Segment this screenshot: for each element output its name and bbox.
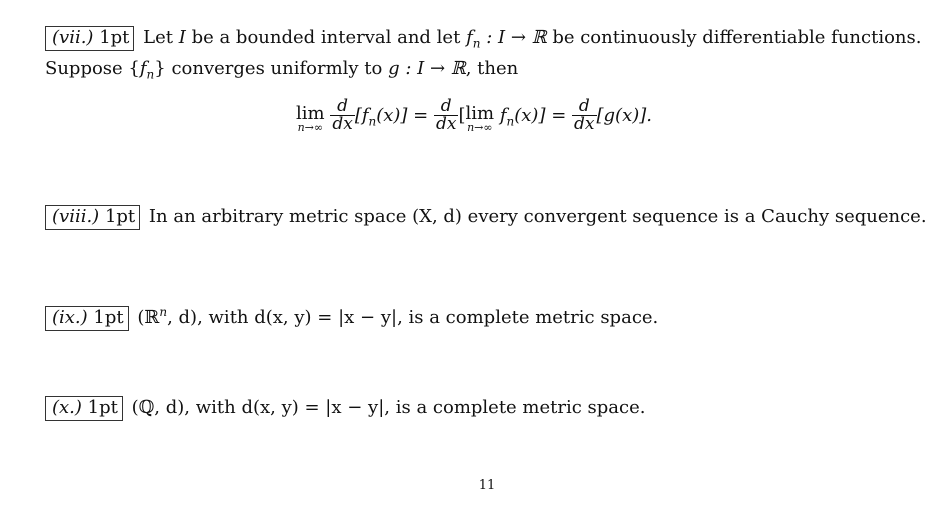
eq-term2-tail: (x)] =	[514, 105, 567, 126]
problem-viii-label-box	[45, 205, 140, 230]
stmt-f: f	[466, 27, 473, 48]
ix-text-a: (ℝ	[137, 307, 160, 328]
page-number: 11	[478, 478, 496, 493]
eq-term2-sub: n	[506, 114, 515, 129]
problem-vii-label-box	[45, 26, 134, 51]
derivative-fraction-1	[330, 95, 354, 134]
problem-vii-points: 1pt	[99, 27, 130, 48]
frac1-num: d	[330, 98, 354, 116]
derivative-fraction-2	[434, 95, 458, 134]
frac3-den: dx	[574, 113, 595, 134]
problem-ix-points: 1pt	[93, 307, 124, 328]
line2-g: g : I → ℝ	[388, 58, 466, 79]
lim-word: lim	[296, 103, 325, 124]
problem-ix	[45, 301, 658, 331]
line2-c: , then	[465, 58, 519, 79]
derivative-fraction-3	[572, 95, 596, 134]
problem-vii-line2	[45, 58, 518, 86]
problem-vii-text	[143, 27, 922, 51]
frac2-num: d	[434, 98, 458, 116]
stmt-mid: be a bounded interval and let	[191, 27, 461, 48]
eq-term2-open: [	[458, 105, 466, 126]
frac3-num: d	[572, 98, 596, 116]
line2-a: Suppose {	[45, 58, 140, 79]
stmt-f-sub: n	[472, 36, 481, 51]
problem-viii-points: 1pt	[104, 206, 136, 227]
problem-ix-label-box	[45, 306, 129, 331]
eq-term1: [f	[354, 105, 369, 126]
limit-operator	[296, 105, 325, 133]
display-equation	[296, 96, 652, 142]
limit-operator-inner	[466, 105, 495, 133]
problem-ix-text	[137, 307, 658, 328]
stmt-intro: Let	[143, 27, 173, 48]
line2-f-sub: n	[146, 67, 155, 82]
problem-viii	[45, 205, 927, 230]
lim-sub-inner: n→∞	[467, 121, 493, 134]
eq-term1-tail: (x)] =	[376, 105, 429, 126]
frac2-den: dx	[436, 113, 457, 134]
frac1-den: dx	[332, 113, 353, 134]
problem-x-label-box	[45, 396, 123, 421]
eq-term3: [g(x)].	[596, 105, 652, 126]
ix-text-b: , d), with d(x, y) = |x − y|, is a complete metric space.	[167, 307, 659, 328]
lim-word-inner: lim	[465, 103, 495, 124]
problem-vii	[45, 26, 921, 55]
problem-x-number: (x.)	[52, 397, 82, 418]
problem-x	[45, 396, 646, 421]
eq-term1-sub: n	[368, 114, 377, 129]
problem-ix-number: (ix.)	[52, 307, 88, 328]
problem-x-points: 1pt	[87, 397, 118, 418]
lim-sub: n→∞	[297, 121, 324, 134]
problem-viii-number: (viii.)	[52, 206, 100, 227]
line2-f: f	[139, 58, 147, 79]
eq-term2-f: f	[499, 105, 507, 126]
stmt-end: be continuously differentiable functions.	[552, 27, 922, 48]
stmt-interval: I	[178, 27, 186, 48]
problem-vii-number: (vii.)	[52, 27, 94, 48]
problem-x-text: (ℚ, d), with d(x, y) = |x − y|, is a complete metric space.	[131, 397, 646, 418]
ix-text-sup: n	[159, 305, 168, 319]
line2-b: } converges uniformly to	[154, 58, 383, 79]
problem-viii-text: In an arbitrary metric space (X, d) every convergent sequence is a Cauchy sequence.	[148, 206, 927, 227]
stmt-map: : I → ℝ	[486, 27, 547, 48]
